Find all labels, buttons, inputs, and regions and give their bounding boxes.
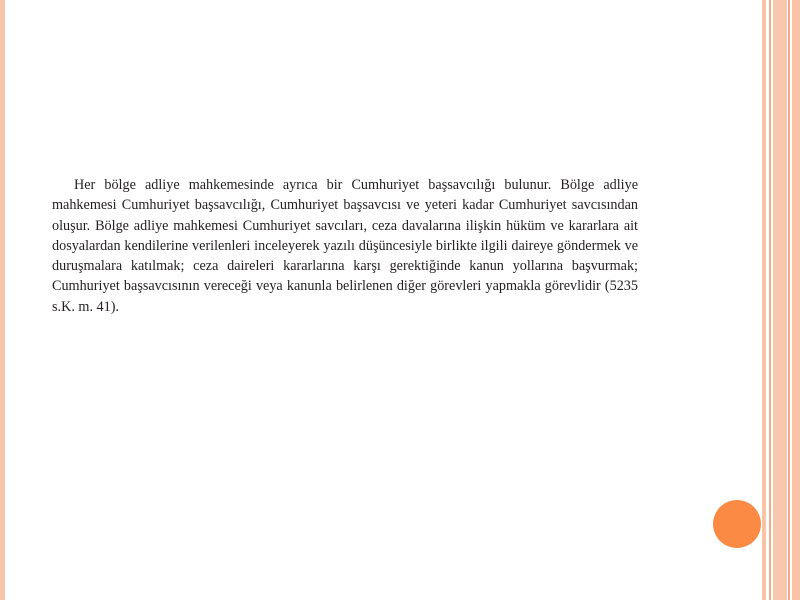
stripe: [792, 0, 800, 600]
right-stripe-decoration: [762, 0, 800, 600]
left-border-decoration: [0, 0, 5, 600]
stripe: [762, 0, 766, 600]
stripe: [773, 0, 787, 600]
body-paragraph: Her bölge adliye mahkemesinde ayrıca bir Cumhuriyet başsavcılığı bulunur. Bölge adliye mahkemesi Cumhuriyet başsavcılığı, Cumhuriyet başsavcısı ve yeteri kadar Cumhuriyet savcısından oluşur. Bölge adliye mahkemesi Cumhuriyet savcıları, ceza davalarına ilişkin hüküm ve kararlara ait dosyalardan kendilerine verilenleri inceleyerek yazılı düşüncesiyle birlikte ilgili daireye göndermek ve duruşmalara katılmak; ceza daireleri kararlarına karşı gerektiğinde kanun yollarına başvurmak; Cumhuriyet başsavcısının vereceği veya kanunla belirlenen diğer görevleri yapmakla görevlidir (5235 s.K. m. 41).: [52, 177, 638, 315]
stripe: [788, 0, 790, 600]
orange-circle-decoration: [713, 500, 761, 548]
stripe: [769, 0, 771, 600]
